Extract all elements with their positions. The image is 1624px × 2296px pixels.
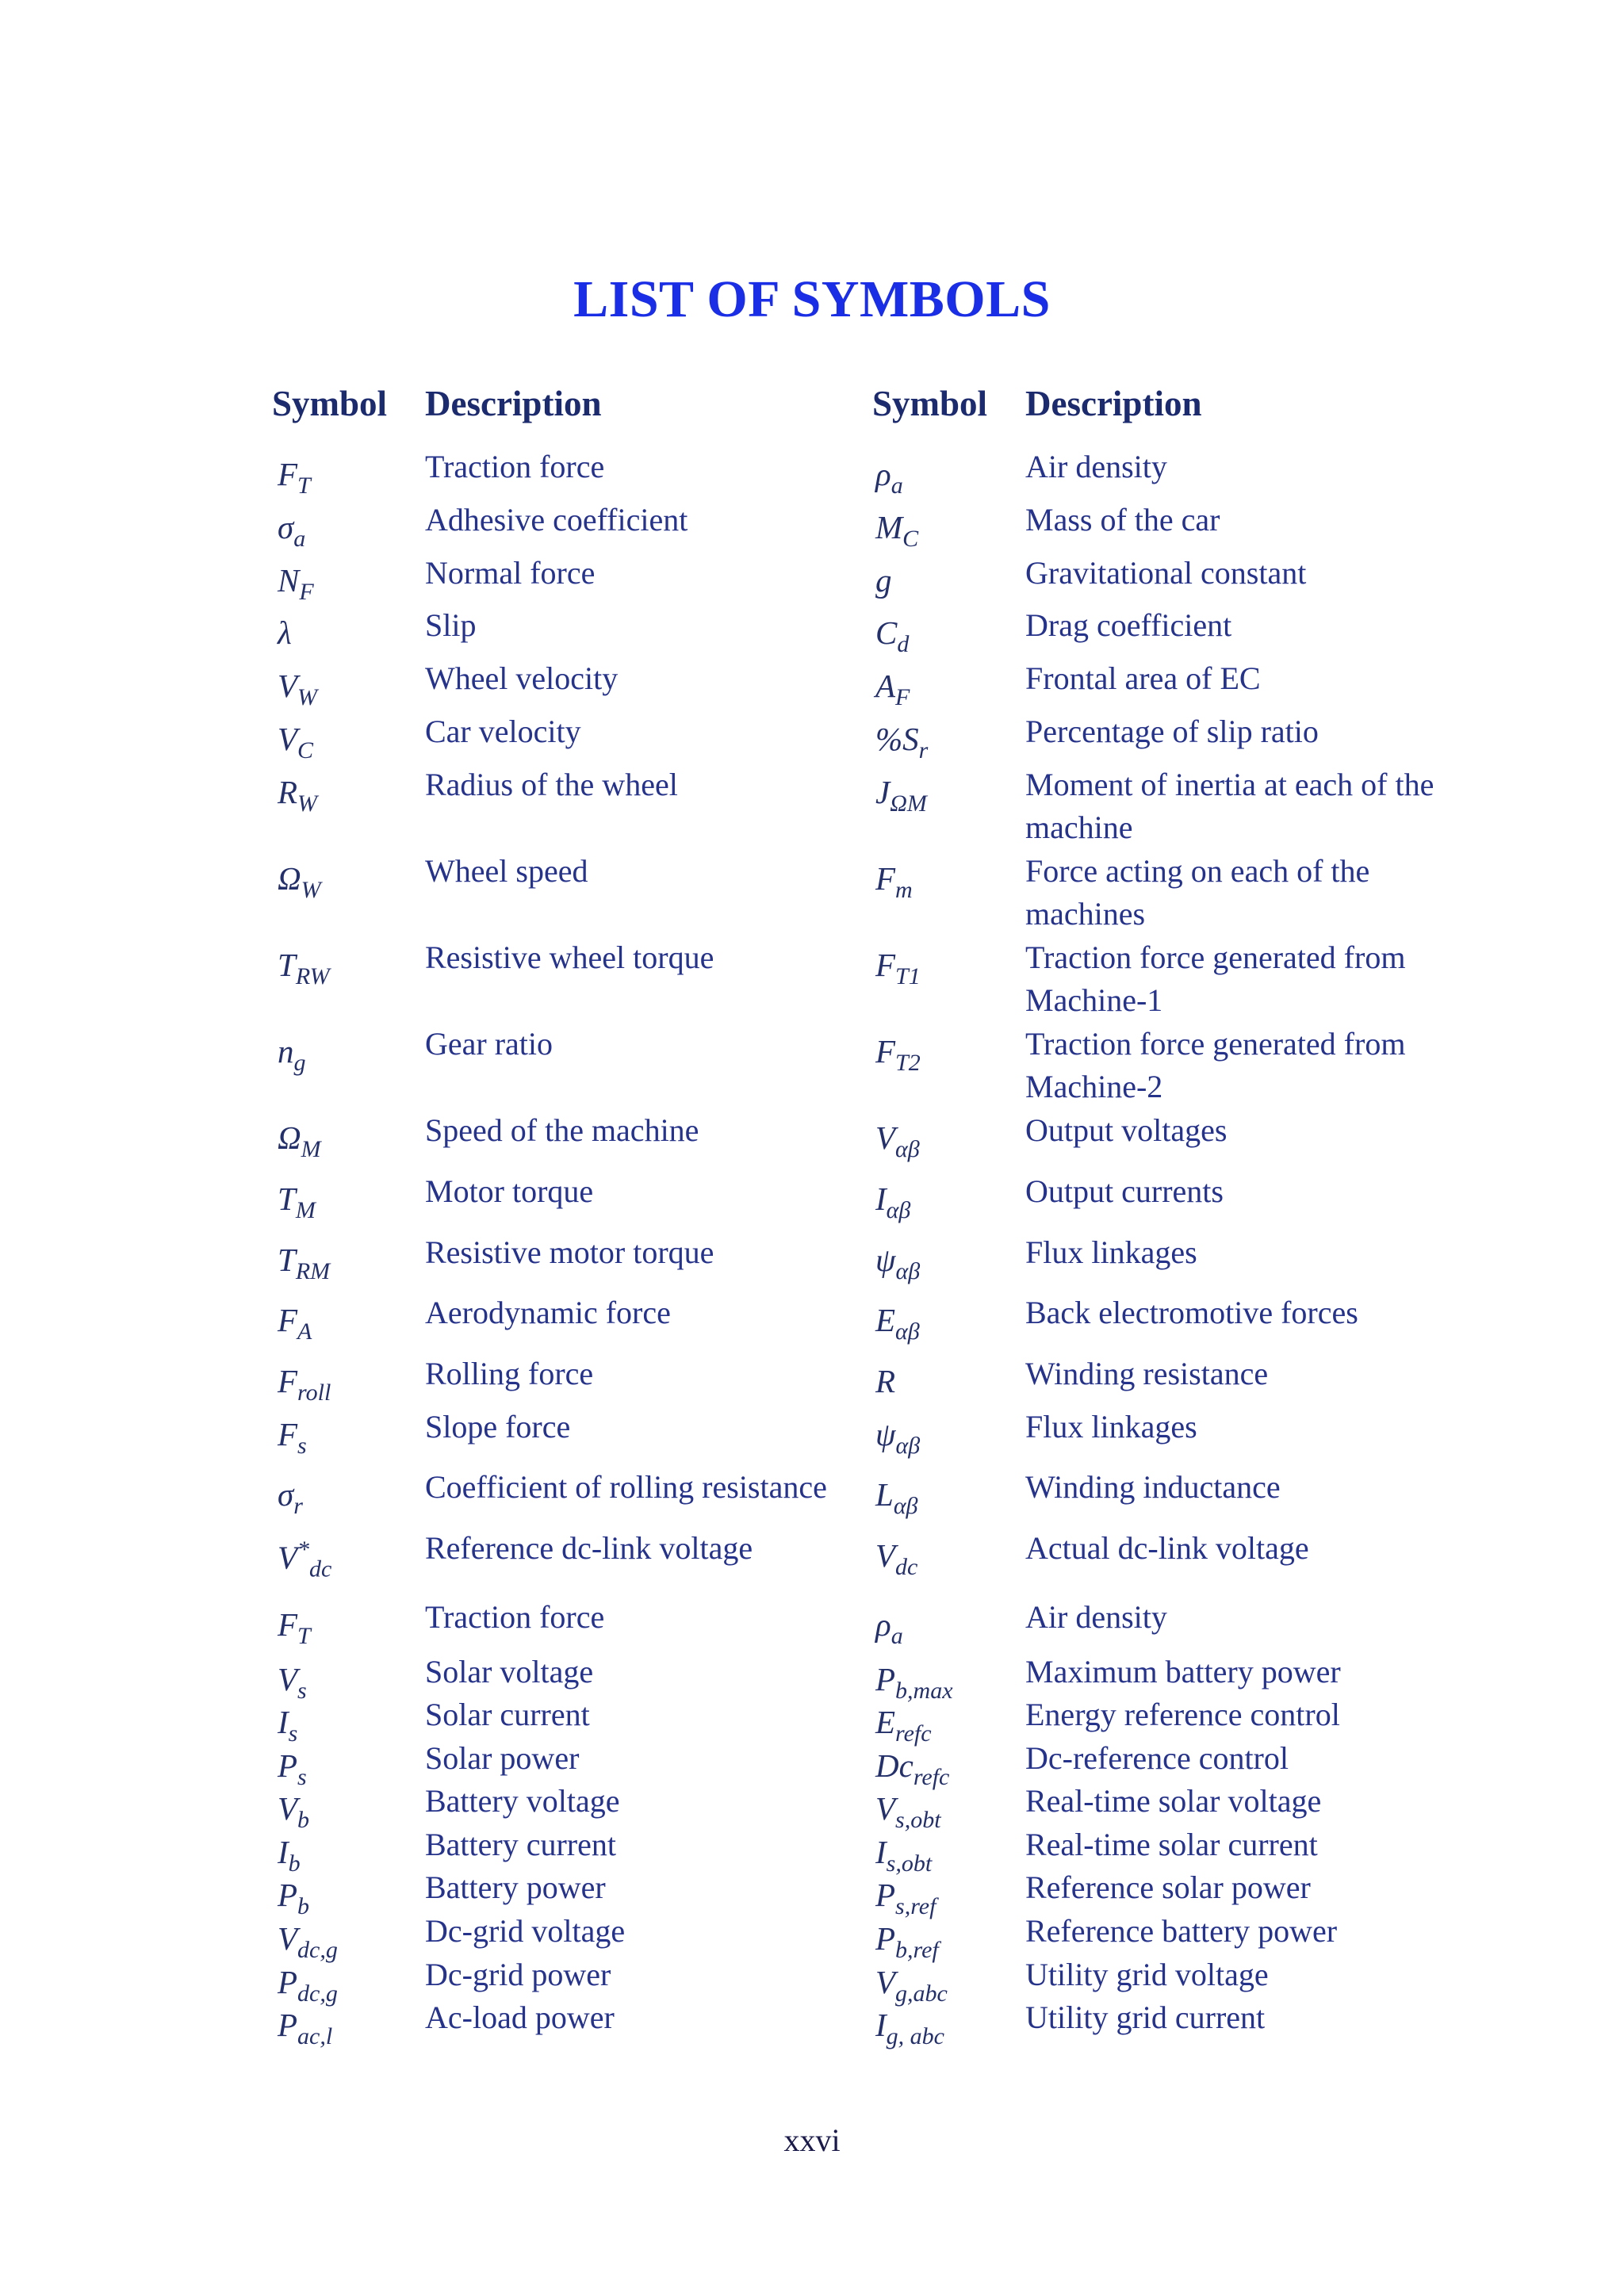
left-symbol-26 — [278, 1919, 338, 1964]
left-symbol-10 — [278, 1032, 306, 1077]
symbol-base: F — [875, 1033, 896, 1070]
right-description-13: Flux linkages — [1025, 1234, 1197, 1270]
left-description-9: Resistive wheel torque — [425, 939, 714, 975]
left-symbol-28 — [278, 2006, 332, 2050]
left-description-5: Wheel velocity — [425, 660, 619, 696]
symbol-subscript: M — [295, 1197, 316, 1223]
symbol-subscript: F — [299, 579, 314, 605]
right-symbol-7 — [875, 773, 927, 817]
right-description-6: Percentage of slip ratio — [1025, 714, 1319, 749]
symbol-subscript: s,obt — [886, 1850, 933, 1877]
symbol-subscript: s — [297, 1764, 307, 1790]
symbol-base: σ — [278, 1476, 294, 1513]
symbol-base: E — [875, 1302, 896, 1338]
left-description-28: Ac-load power — [425, 1999, 615, 2035]
symbol-subscript: αβ — [886, 1197, 911, 1223]
right-description-10: Traction force generated from Machine-2 — [1025, 1026, 1406, 1104]
left-symbol-3 — [278, 561, 314, 606]
left-symbol-5 — [278, 667, 317, 711]
symbol-base: P — [278, 1747, 298, 1784]
left-symbol-13 — [278, 1241, 330, 1285]
left-description-23: Battery voltage — [425, 1783, 620, 1819]
symbol-base: %S — [875, 721, 919, 757]
right-description-25: Reference solar power — [1025, 1869, 1311, 1905]
right-description-5: Frontal area of EC — [1025, 660, 1261, 696]
left-description-14: Aerodynamic force — [425, 1295, 671, 1330]
symbol-subscript: T — [297, 1623, 311, 1649]
left-symbol-7 — [278, 773, 317, 817]
symbol-base: F — [278, 456, 298, 492]
left-symbol-6 — [278, 720, 313, 764]
left-description-20: Solar voltage — [425, 1654, 594, 1689]
right-description-19: Air density — [1025, 1599, 1167, 1635]
symbol-subscript: αβ — [895, 1258, 921, 1284]
right-symbol-13 — [875, 1241, 920, 1285]
right-symbol-21 — [875, 1703, 932, 1747]
symbol-base: V — [278, 1661, 298, 1697]
symbol-base: V — [278, 721, 298, 757]
symbol-base: P — [278, 1877, 298, 1913]
header-description-right: Description — [1025, 384, 1202, 423]
symbol-subscript: αβ — [895, 1318, 920, 1345]
left-symbol-16 — [278, 1415, 307, 1460]
right-symbol-12 — [875, 1180, 910, 1224]
symbol-base: I — [278, 1704, 289, 1740]
right-symbol-18 — [875, 1536, 917, 1581]
symbol-subscript: RW — [295, 963, 330, 989]
symbol-base: C — [875, 614, 898, 651]
symbol-base: E — [875, 1704, 896, 1740]
symbol-base: n — [278, 1033, 294, 1070]
symbol-base: I — [875, 2007, 887, 2043]
right-symbol-24 — [875, 1833, 932, 1877]
right-description-8: Force acting on each of the machines — [1025, 853, 1370, 932]
symbol-base: V — [278, 1790, 298, 1827]
symbol-subscript: s — [297, 1678, 307, 1704]
right-description-23: Real-time solar voltage — [1025, 1783, 1322, 1819]
symbol-subscript: A — [297, 1318, 312, 1345]
symbol-subscript: F — [895, 684, 910, 710]
symbol-subscript: αβ — [895, 1136, 920, 1162]
symbol-subscript: ac,l — [297, 2023, 333, 2049]
left-description-17: Coefficient of rolling resistance — [425, 1469, 827, 1505]
right-symbol-1 — [875, 455, 903, 499]
symbol-subscript: αβ — [895, 1433, 921, 1459]
right-description-9: Traction force generated from Machine-1 — [1025, 939, 1406, 1018]
left-symbol-27 — [278, 1963, 338, 2007]
right-symbol-25 — [875, 1876, 936, 1920]
right-description-15: Winding resistance — [1025, 1356, 1269, 1391]
right-symbol-3 — [875, 561, 892, 599]
symbol-base: F — [278, 1606, 298, 1643]
right-symbol-17 — [875, 1475, 918, 1520]
right-description-2: Mass of the car — [1025, 502, 1220, 538]
left-description-7: Radius of the wheel — [425, 767, 678, 802]
right-symbol-19 — [875, 1605, 903, 1650]
symbol-subscript: m — [895, 877, 913, 903]
right-symbol-16 — [875, 1415, 920, 1460]
symbol-subscript: refc — [895, 1720, 932, 1747]
symbol-base: Dc — [875, 1747, 914, 1784]
right-description-22: Dc-reference control — [1025, 1740, 1289, 1776]
symbol-base: λ — [278, 614, 292, 651]
symbol-subscript: W — [301, 877, 321, 903]
right-symbol-6 — [875, 720, 928, 764]
symbol-subscript: a — [891, 1623, 903, 1649]
symbol-base: R — [278, 774, 298, 810]
right-description-27: Utility grid voltage — [1025, 1957, 1269, 1992]
right-symbol-20 — [875, 1660, 953, 1705]
symbol-base: V — [278, 1539, 298, 1576]
left-description-19: Traction force — [425, 1599, 605, 1635]
symbol-base: R — [875, 1363, 896, 1399]
symbol-base: T — [278, 947, 296, 983]
symbol-subscript: roll — [297, 1380, 331, 1406]
left-description-10: Gear ratio — [425, 1026, 553, 1062]
left-description-16: Slope force — [425, 1409, 571, 1445]
symbol-subscript: g, abc — [886, 2023, 944, 2049]
symbol-subscript: T1 — [895, 963, 921, 989]
right-symbol-9 — [875, 946, 921, 990]
right-symbol-5 — [875, 667, 910, 711]
symbol-base: ρ — [875, 1606, 891, 1643]
symbol-subscript: dc,g — [297, 1980, 338, 2007]
symbol-base: F — [278, 1363, 298, 1399]
left-description-18: Reference dc-link voltage — [425, 1530, 753, 1566]
symbol-base: M — [875, 509, 903, 545]
left-symbol-21 — [278, 1703, 297, 1747]
left-symbol-18 — [278, 1536, 331, 1583]
left-description-26: Dc-grid voltage — [425, 1913, 626, 1949]
right-description-16: Flux linkages — [1025, 1409, 1197, 1445]
symbol-subscript: refc — [913, 1764, 950, 1790]
left-description-25: Battery power — [425, 1869, 606, 1905]
left-symbol-19 — [278, 1605, 311, 1650]
symbol-base: V — [875, 1119, 896, 1156]
right-symbol-26 — [875, 1919, 939, 1964]
symbol-subscript: r — [293, 1493, 303, 1519]
right-description-14: Back electromotive forces — [1025, 1295, 1358, 1330]
right-description-21: Energy reference control — [1025, 1697, 1340, 1732]
left-symbol-17 — [278, 1475, 303, 1520]
symbol-subscript: b — [297, 1807, 310, 1833]
left-symbol-11 — [278, 1119, 321, 1163]
right-symbol-14 — [875, 1301, 920, 1345]
left-symbol-1 — [278, 455, 311, 499]
symbol-base: ρ — [875, 456, 891, 492]
symbol-base: T — [278, 1181, 296, 1217]
symbol-base: ψ — [875, 1242, 896, 1278]
symbol-subscript: T — [297, 473, 311, 499]
page-number: xxvi — [783, 2122, 841, 2158]
left-symbol-4 — [278, 614, 292, 652]
symbol-subscript: αβ — [893, 1493, 918, 1519]
symbol-base: F — [278, 1416, 298, 1452]
symbol-subscript: ΩM — [890, 790, 927, 817]
right-description-26: Reference battery power — [1025, 1913, 1338, 1949]
left-symbol-20 — [278, 1660, 307, 1705]
symbol-subscript: s,ref — [895, 1893, 936, 1919]
left-description-3: Normal force — [425, 555, 596, 591]
left-symbol-2 — [278, 508, 305, 553]
symbol-subscript: g,abc — [895, 1980, 948, 2007]
left-description-24: Battery current — [425, 1827, 616, 1862]
right-description-7: Moment of inertia at each of the machine — [1025, 767, 1434, 845]
symbol-subscript: C — [297, 737, 314, 763]
left-description-22: Solar power — [425, 1740, 580, 1776]
right-symbol-15 — [875, 1362, 895, 1400]
left-description-4: Slip — [425, 607, 477, 643]
left-symbol-9 — [278, 946, 330, 990]
left-symbol-8 — [278, 859, 321, 904]
left-description-8: Wheel speed — [425, 853, 588, 889]
left-symbol-24 — [278, 1833, 301, 1877]
symbol-subscript: M — [301, 1136, 321, 1162]
symbol-subscript: W — [297, 790, 318, 817]
symbol-base: P — [875, 1661, 896, 1697]
symbol-base: L — [875, 1476, 894, 1513]
header-symbol-right: Symbol — [872, 384, 988, 423]
left-symbol-25 — [278, 1876, 309, 1920]
right-description-1: Air density — [1025, 449, 1167, 484]
left-description-6: Car velocity — [425, 714, 581, 749]
right-description-12: Output currents — [1025, 1173, 1224, 1209]
symbol-subscript: b,ref — [895, 1937, 939, 1963]
symbol-base: Ω — [278, 1119, 301, 1156]
left-description-1: Traction force — [425, 449, 605, 484]
right-symbol-11 — [875, 1119, 920, 1163]
header-description-left: Description — [425, 384, 602, 423]
symbol-base: V — [278, 1920, 298, 1957]
symbol-superscript: * — [297, 1536, 310, 1563]
symbol-base: F — [875, 860, 896, 897]
right-symbol-27 — [875, 1963, 948, 2007]
symbol-subscript: dc — [309, 1556, 332, 1582]
symbol-subscript: a — [891, 473, 903, 499]
symbol-subscript: r — [918, 737, 929, 763]
header-symbol-left: Symbol — [272, 384, 388, 423]
symbol-subscript: C — [902, 526, 919, 552]
left-description-27: Dc-grid power — [425, 1957, 611, 1992]
right-description-20: Maximum battery power — [1025, 1654, 1341, 1689]
symbol-base: V — [875, 1790, 896, 1827]
left-symbol-12 — [278, 1180, 316, 1224]
symbol-subscript: b — [297, 1893, 310, 1919]
symbol-base: Ω — [278, 860, 301, 897]
symbol-subscript: dc,g — [297, 1937, 338, 1963]
symbol-subscript: b — [288, 1850, 301, 1877]
right-description-17: Winding inductance — [1025, 1469, 1281, 1505]
right-description-18: Actual dc-link voltage — [1025, 1530, 1309, 1566]
symbol-subscript: a — [293, 526, 306, 552]
symbol-subscript: RM — [295, 1258, 331, 1284]
symbol-base: I — [875, 1834, 887, 1870]
left-symbol-15 — [278, 1362, 331, 1406]
symbol-base: σ — [278, 509, 294, 545]
symbol-base: P — [278, 1964, 298, 2000]
right-description-11: Output voltages — [1025, 1112, 1228, 1148]
left-description-2: Adhesive coefficient — [425, 502, 688, 538]
left-description-12: Motor torque — [425, 1173, 594, 1209]
symbol-subscript: W — [297, 684, 318, 710]
symbol-base: N — [278, 562, 300, 599]
left-description-13: Resistive motor torque — [425, 1234, 714, 1270]
right-description-3: Gravitational constant — [1025, 555, 1307, 591]
symbol-base: V — [875, 1537, 896, 1574]
symbol-base: J — [875, 774, 891, 810]
symbol-base: P — [875, 1877, 896, 1913]
right-symbol-22 — [875, 1747, 949, 1791]
symbol-subscript: dc — [895, 1554, 918, 1580]
symbol-base: T — [278, 1242, 296, 1278]
symbol-base: F — [875, 947, 896, 983]
right-description-28: Utility grid current — [1025, 1999, 1266, 2035]
right-symbol-8 — [875, 859, 913, 904]
symbol-base: P — [278, 2007, 298, 2043]
symbol-base: V — [875, 1964, 896, 2000]
page-title: LIST OF SYMBOLS — [573, 270, 1051, 328]
symbol-base: A — [875, 668, 896, 704]
symbol-base: F — [278, 1302, 298, 1338]
symbol-subscript: s,obt — [895, 1807, 941, 1833]
symbol-subscript: s — [297, 1433, 307, 1459]
symbol-subscript: d — [897, 631, 910, 657]
symbol-base: I — [278, 1834, 289, 1870]
symbol-base: V — [278, 668, 298, 704]
left-description-15: Rolling force — [425, 1356, 594, 1391]
symbol-subscript: T2 — [895, 1050, 921, 1076]
symbol-base: g — [875, 562, 892, 599]
right-symbol-4 — [875, 614, 909, 658]
left-symbol-14 — [278, 1301, 312, 1345]
symbol-subscript: s — [288, 1720, 298, 1747]
right-symbol-2 — [875, 508, 918, 553]
left-symbol-22 — [278, 1747, 307, 1791]
right-symbol-28 — [875, 2006, 944, 2050]
left-symbol-23 — [278, 1789, 309, 1834]
symbol-base: I — [875, 1181, 887, 1217]
symbol-base: ψ — [875, 1416, 896, 1452]
symbol-base: P — [875, 1920, 896, 1957]
right-symbol-10 — [875, 1032, 921, 1077]
symbol-subscript: b,max — [895, 1678, 953, 1704]
left-description-21: Solar current — [425, 1697, 590, 1732]
right-symbol-23 — [875, 1789, 941, 1834]
right-description-24: Real-time solar current — [1025, 1827, 1318, 1862]
left-description-11: Speed of the machine — [425, 1112, 699, 1148]
symbol-subscript: g — [293, 1050, 306, 1076]
right-description-4: Drag coefficient — [1025, 607, 1232, 643]
